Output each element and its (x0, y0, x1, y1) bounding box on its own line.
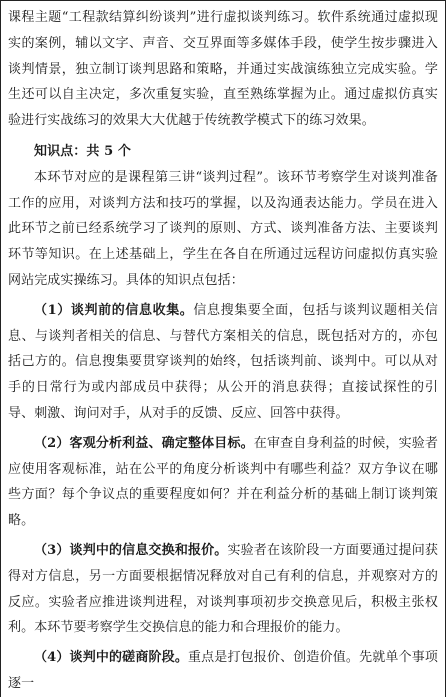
item-number: （3） (34, 542, 70, 558)
overview-paragraph: 本环节对应的是课程第三讲“谈判过程”。该环节考察学生对谈判准备工作的应用，对谈判方法和技巧的掌握，以及沟通表达能力。学员在进入此环节之前已经系统学习了谈判的原则、方式、谈判准备方法、主要谈判环节等知识。在上述基础上，学生在各自在所通过远程访问虚拟仿真实验网站完成实操练习。具体的知识点包括： (8, 169, 438, 288)
intro-paragraph: 课程主题“工程款结算纠纷谈判”进行虚拟谈判练习。软件系统通过虚拟现实的案例，辅以文字、声音、交互界面等多媒体手段，使学生按步骤进入谈判情景，独立制订谈判思路和策略，并通过实战演练独立完成实验。学生还可以自主决定，多次重复实验，直至熟练掌握为止。通过虚拟仿真实验进行实战练习的效果大大优越于传统教学模式下的练习效果。 (8, 10, 438, 129)
item-body: 信息搜集要全面，包括与谈判议题相关信息、与谈判者相关的信息、与替代方案相关的信息，既包括对方的，亦包括己方的。信息搜集要贯穿谈判的始终，包括谈判前、谈判中。可以从对手的日常行为或内部成员中获得；从公开的消息获得；直接试探性的引导、刺激、询问对手，从对手的反馈、反应、回答中获得。 (8, 302, 438, 421)
item-title: 客观分析利益、确定整体目标。 (69, 435, 254, 451)
item-number: （2） (34, 435, 70, 451)
item-number: （1） (34, 302, 71, 318)
item-title: 谈判中的信息交换和报价。 (69, 542, 228, 558)
knowledge-point-item (8, 298, 438, 427)
knowledge-point-item (8, 431, 438, 534)
item-title: 谈判前的信息收集。 (70, 302, 194, 318)
knowledge-points-heading: 知识点：共 5 个 (34, 143, 131, 159)
item-number: （4） (34, 650, 70, 666)
document-body (8, 5, 438, 697)
item-body: 实验者在该阶段一方面要通过提问获得对方信息，另一方面要根据情况释放对自己有利的信息，并观察对方的反应。实验者应推进谈判进程，对谈判事项初步交换意见后，积极主张权利。本环节要考察学生交换信息的能力和合理报价的能力。 (8, 542, 438, 636)
item-body: 重点是打包报价、创造价值。先就单个事项逐一 (8, 650, 438, 691)
knowledge-point-item (8, 645, 438, 697)
item-title: 谈判中的磋商阶段。 (69, 650, 188, 666)
knowledge-point-item (8, 538, 438, 641)
item-body: 在审查自身利益的时候，实验者应使用客观标准，站在公平的角度分析谈判中有哪些利益？双方争议在哪些方面？每个争议点的重要程度如何？并在利益分析的基础上制订谈判策略。 (8, 435, 438, 529)
